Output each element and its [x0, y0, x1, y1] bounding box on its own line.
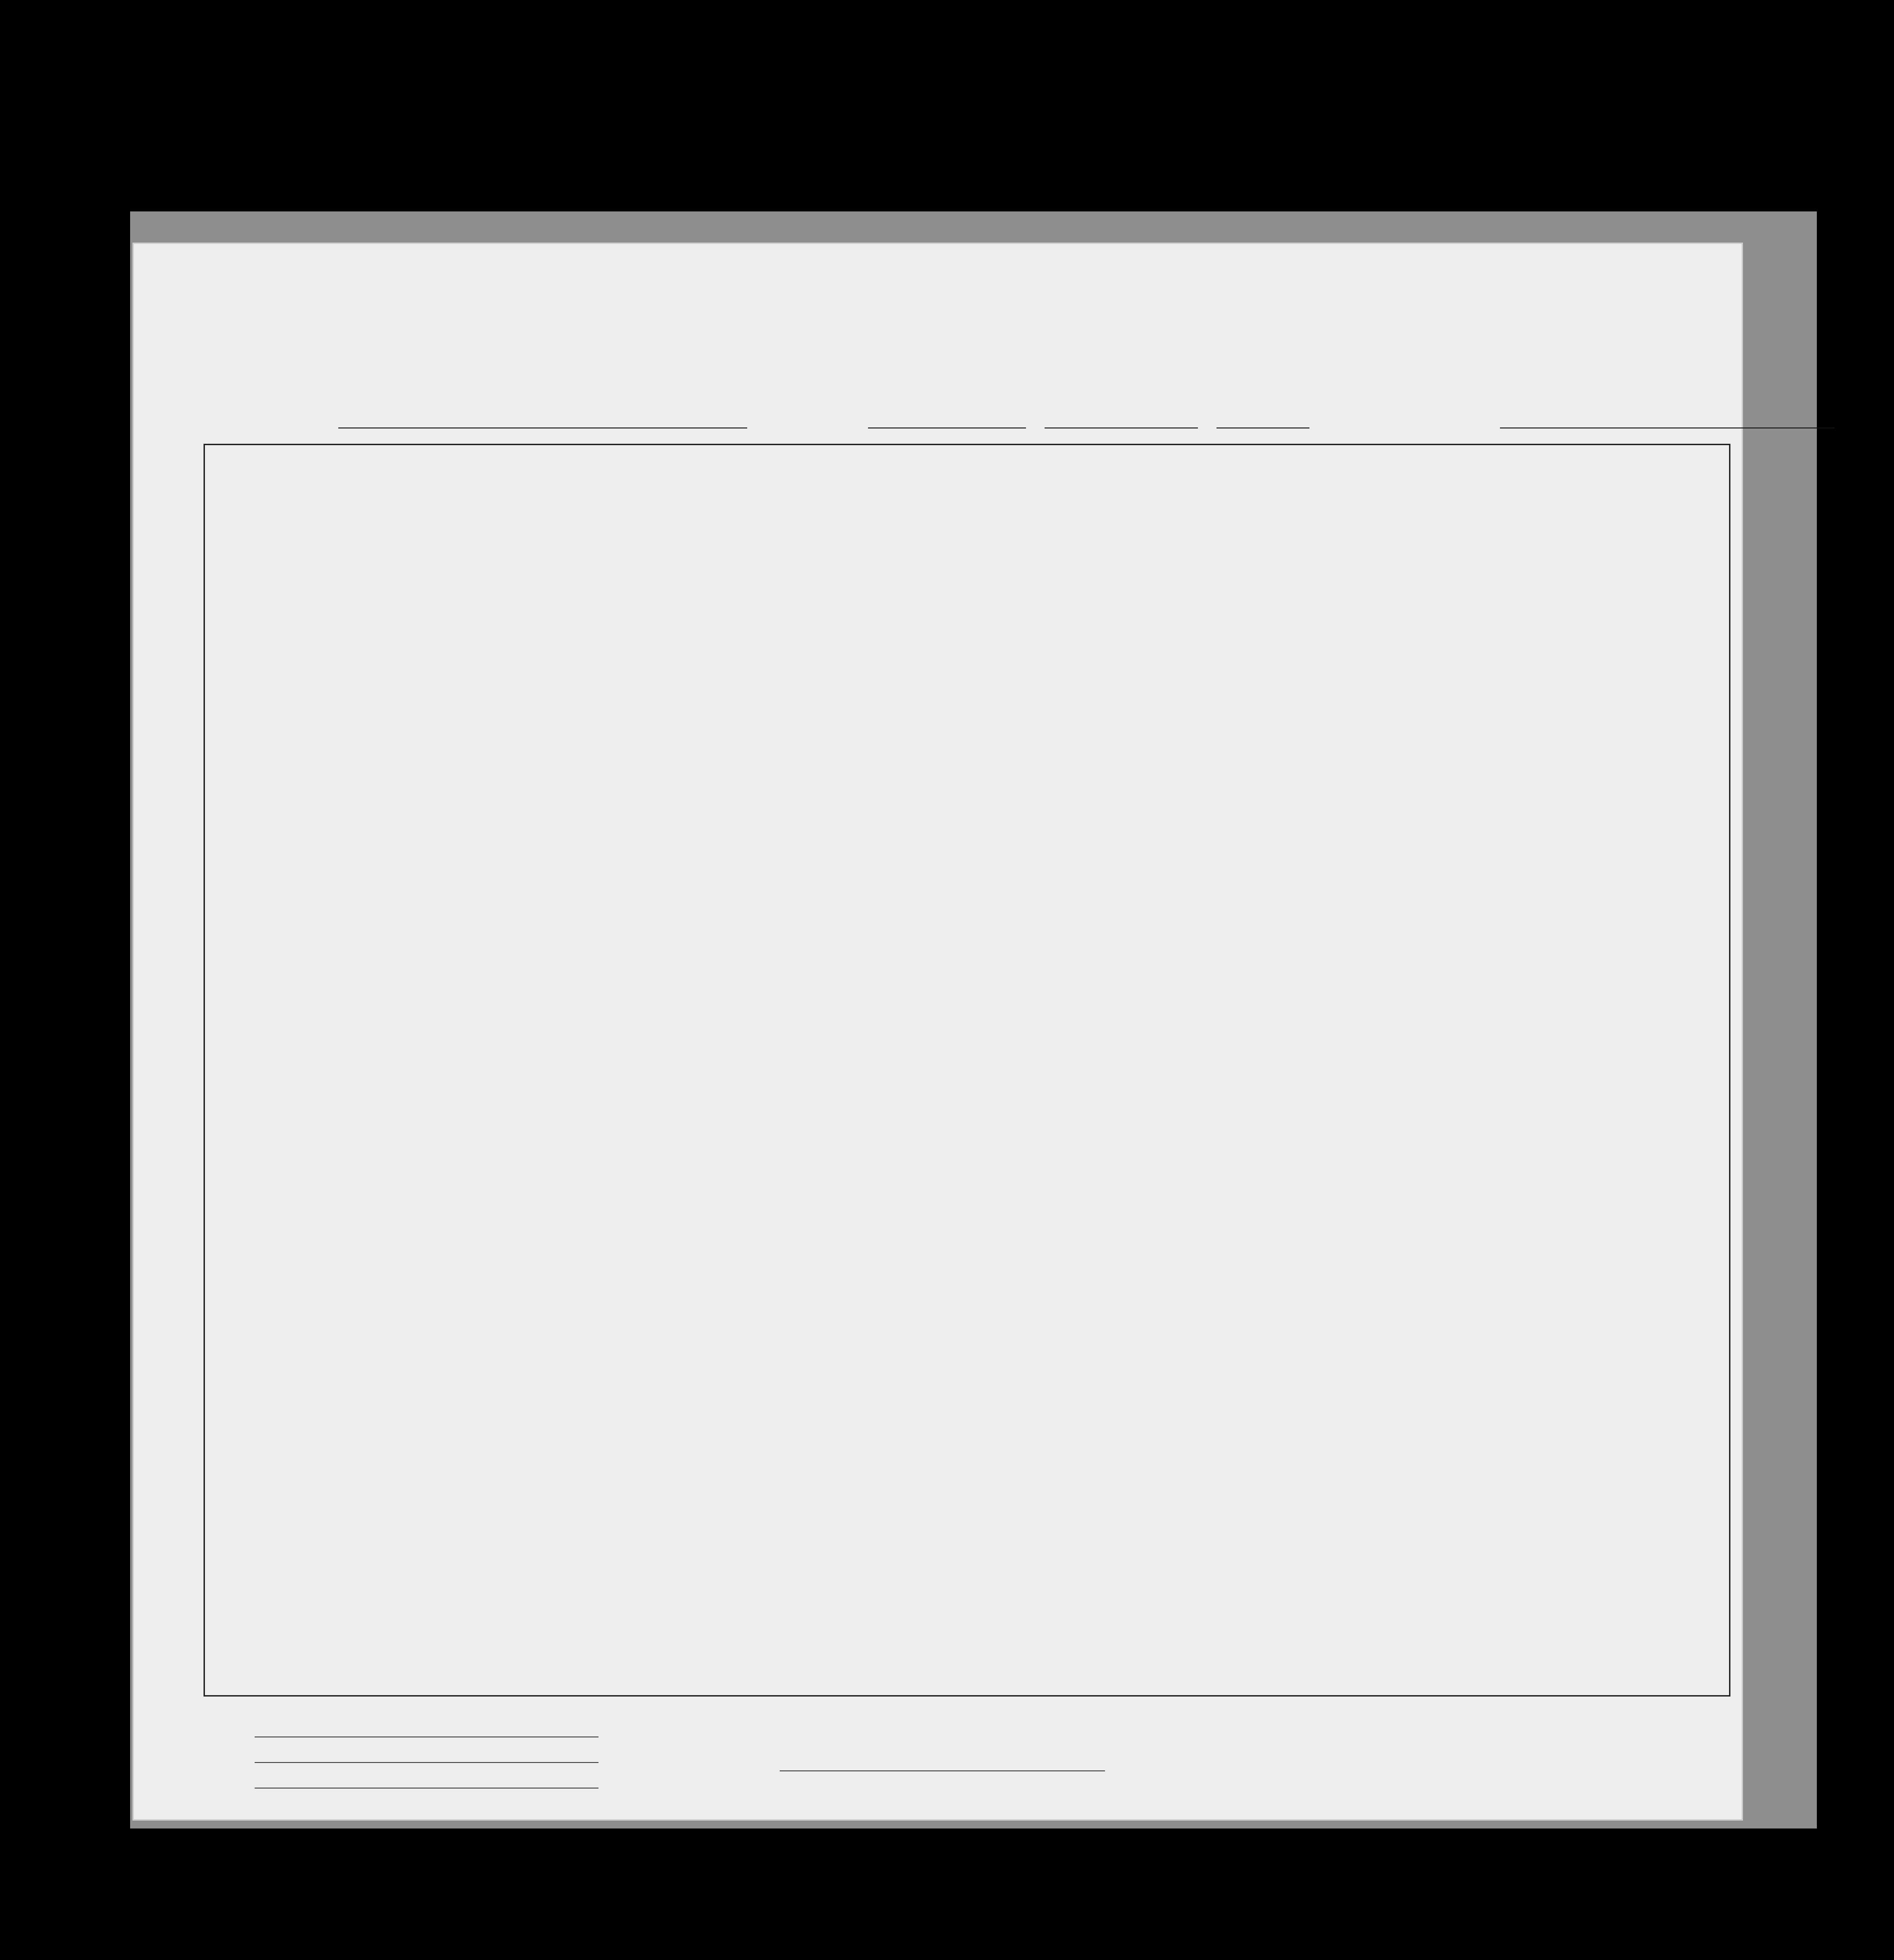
owners-underline [255, 1762, 598, 1763]
manifest-sheet [134, 244, 1742, 1819]
signature-underline [780, 1770, 1105, 1771]
line-underline [255, 1736, 598, 1737]
crew-table [204, 444, 1730, 1697]
agents-underline [255, 1788, 598, 1789]
